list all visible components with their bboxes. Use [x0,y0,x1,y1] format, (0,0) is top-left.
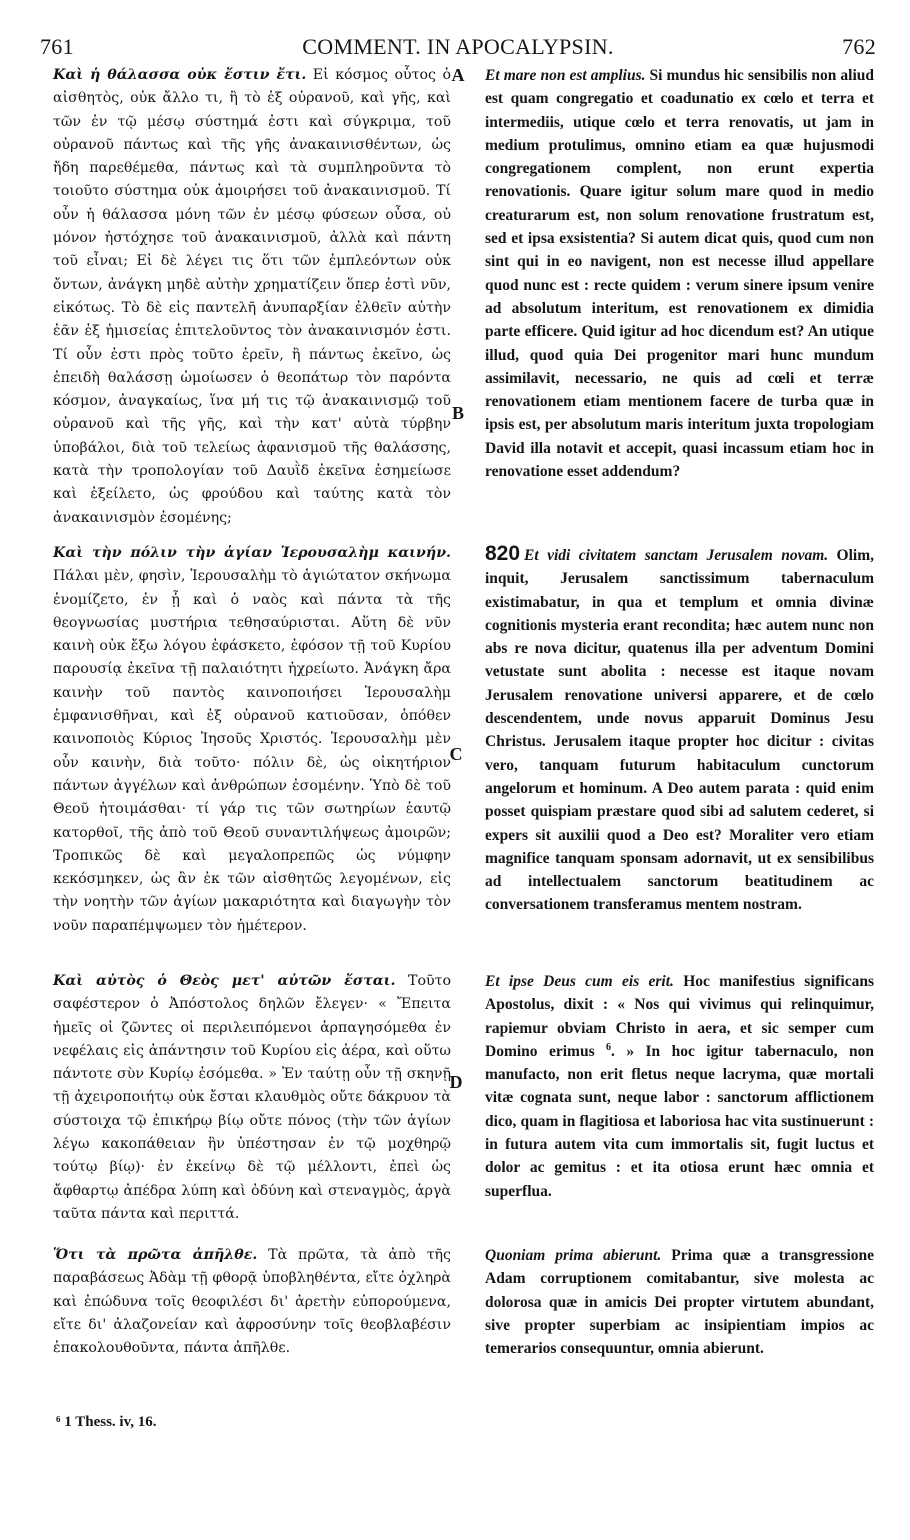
page-number-right: 762 [842,34,876,59]
greek-text-1: Εἰ κόσμος οὗτος ὁ αἰσθητὸς, οὐκ ἄλλο τι, ἢ τὸ ἐξ οὐρανοῦ, καὶ γῆς, καὶ τῶν ἐν τῷ μέσῳ σύστημά ἐστι καὶ σύγκριμα, τοῦ οὐρανοῦ πάντως καὶ τῆς γῆς ἀνακαινισθέντων, ὡς ἤδη παρεθέμεθα, πάντως καὶ τὰ συμπληροῦντα τὸ τοιοῦτο σύστημα οὐκ ἀμοιρήσει τοῦ ἀνακαινισμοῦ. Τί οὖν ἡ θάλασσα μόνη τῶν ἐν μέσῳ φύσεων οὖσα, οὐ μόνον ἠστόχησε τοῦ ἀνακαινισμοῦ, ἀλλὰ καὶ πάντη τοῦ εἶναι; Εἰ δὲ λέγει τις ὅτι τῶν ἐμπλεόντων οὐκ ὄντων, ἀνάγκη μηδὲ αὐτὴν χρηματίζειν ὅπερ ἐστὶ νῦν, εἰκότως. Τὸ δὲ εἰς παντελῆ ἀνυπαρξίαν ἐλθεῖν αὐτὴν ἐᾶν ἐξ ἡμισείας ἐπιτελοῦντος τὸν ἀνακαινισμόν ἐστι. Τί οὖν ἐστι πρὸς τοῦτο ἐρεῖν, ἢ πάντως ἐκεῖνο, ὡς ἐπειδὴ θαλάσσῃ ὡμοίωσεν ὁ θεοπάτωρ τὸν παρόντα κόσμον, ἀναγκαίως, ἵνα μή τις τῷ ἀνακαινισμῷ τοῦ οὐρανοῦ καὶ τῆς γῆς, καὶ τὴν κατ' αὐτὰ τύρβην ὑποβάλοι, διὰ τοῦ τελείως ἀφανισμοῦ τῆς θαλάσσης, κατὰ τὴν τροπολογίαν τοῦ Δαυῒδ ἐκεῖνα ἐσημείωσε καὶ ἐξείλετο, ὡς φρούδου καὶ ταύτης κατὰ τὸν ἀνακαινισμὸν ἐσομένης; [53,67,451,526]
latin-paragraph-3 [485,970,874,1203]
greek-text-2: Πάλαι μὲν, φησὶν, Ἱερουσαλὴμ τὸ ἁγιώτατον σκήνωμα ἐνομίζετο, ἐν ᾗ καὶ ὁ ναὸς καὶ πάντα τὰ τῆς θεογνωσίας μυστήρια τεθησαύρισται. Αὕτη δὲ νῦν καινὴ οὐκ ἔξω λόγου ἐφάσκετο, ἐφόσον τῇ τοῦ Κυρίου παρουσίᾳ ἐκεῖνα τῇ παλαιότητι ἠχρείωτο. Ἀνάγκη ἄρα καινὴν τοῦ παντὸς καινοποιήσει Ἱερουσαλὴμ ἐμφανισθῆναι, καὶ ἐξ οὐρανοῦ κατιοῦσαν, ὁπόθεν καινοποιὸς Κύριος Ἰησοῦς Χριστός. Ἱερουσαλὴμ μὲν οὖν καινὴν, διὰ τοῦτο· πόλιν δὲ, ὡς οἰκητήριον πάντων ἀγγέλων καὶ ἀνθρώπων ἐσομένην. Ὑπὸ δὲ τοῦ Θεοῦ ἡτοιμάσθαι· τί γάρ τις τῶν σωτηρίων ἑαυτῷ κατορθοῖ, τῆς ἀπὸ τοῦ Θεοῦ συναντιλήψεως ἀμοιρῶν; Τροπικῶς δὲ καὶ μεγαλοπρεπῶς ὡς νύμφην κεκόσμηκεν, ὡς ἂν ἐκ τῶν αἰσθητῶς λεγομένων, εἰς τὴν νοητὴν τῶν ἁγίων μακαριότητα καὶ διαγωγὴν τὸν νοῦν παραπέμψωμεν τὸν ἡμέτερον. [53,568,451,934]
running-title: COMMENT. IN APOCALYPSIN. [302,34,614,59]
greek-paragraph-3 [53,970,451,1226]
latin-text-2: Olim, inquit, Jerusalem sanctissimum tabernaculum existimabatur, in qua et templum et omnia divinæ cognitionis mysteria erant recondita; hæc autem nunc non abs re nova dicitur, quatenus illa per adventum Domini vetustate sunt abolita : necesse est itaque novam Jerusalem renovatione universi apparere, et de cœlo descendentem, unde novus apparuit Dominus Jesu Christus. Jerusalem itaque propter hoc dicitur : civitas vero, tanquam futurum habitaculum cunctorum angelorum et hominum. A Deo autem parata : quid enim posset quispiam præstare quod sibi ad salutem cederet, si expers sit auxilii quod a Deo est? Moraliter vero etiam magnifice tanquam sponsam adornavit, ut ex sensibilibus ad intellectualem sanctorum beatitudinem ac conversationem transferamus mentem nostram. [485,547,874,914]
greek-lemma-1: Καὶ ἡ θάλασσα οὐκ ἔστιν ἔτι. [53,67,307,83]
latin-text-3a: Hoc manifestius significans Apostolus, dixit : « Nos qui vivimus qui relinquimur, rapiemur obviam Christo in aera, et sic semper cum Domino erimus [485,973,874,1060]
greek-lemma-2: Καὶ τὴν πόλιν τὴν ἁγίαν Ἱερουσαλὴμ καινήν. [53,545,451,561]
latin-paragraph-1 [485,64,874,483]
latin-paragraph-4 [485,1244,874,1360]
latin-paragraph-2 [485,542,874,917]
latin-text-1: Si mundus hic sensibilis non aliud est quam congregatio et coadunatio ex cœlo et terra et intermediis, utique cœlo et terra renovatis, ut jam in medium protulimus, omnino etiam ea quæ hujusmodi congregationem complent, non erunt expertia renovationis. Quare igitur solum mare quod in medio creaturarum est, non solum renovatione frustratum est, sed et ipsa exsistentia? Si autem dicat quis, quod cum non sint qui in eo navigent, non est necesse illud appellare quod nunc est : recte quidem : verum sinere ipsum venire ad absolutum interitum, est renovationem ex dimidia parte efficere. Quid igitur ad hoc dicendum est? An utique illud, quod quia Dei progenitor mari hunc mundum assimilavit, necessario, ne quis ad cœli et terræ renovationem etiam mentionem facere de turba quæ in ipsis est, per absolutum maris interitum juxta tropologiam David illa notavit et accepit, quasi incassum etiam hoc in renovatione esset addendum? [485,67,874,481]
latin-lemma-2: Et vidi civitatem sanctam Jerusalem novam. [524,547,829,564]
page-number-left: 761 [40,34,74,59]
greek-text-3: Τοῦτο σαφέστερον ὁ Ἀπόστολος δηλῶν ἔλεγεν· « Ἔπειτα ἡμεῖς οἱ ζῶντες οἱ περιλειπόμενοι ἁρπαγησόμεθα ἐν νεφέλαις εἰς ἀπάντησιν τοῦ Κυρίου εἰς ἀέρα, καὶ οὕτω πάντοτε σὺν Κυρίῳ ἐσόμεθα. » Ἐν ταύτῃ οὖν τῇ σκηνῇ τῇ ἀχειροποιήτῳ οὐκ ἔσται κλαυθμὸς οὔτε δάκρυον τὰ σύστοιχα τῷ ἐπικήρῳ βίῳ οὔτε πόνος (τὴν τῶν ἁγίων λέγω κακοπάθειαν ἣν ὑπέστησαν ἐν τῷ μοχθηρῷ τούτῳ βίῳ)· ἐν ἐκείνῳ δὲ τῷ μέλλοντι, ἐπεὶ ὡς ἄφθαρτῳ ἀπέδρα λύπη καὶ ὀδύνη καὶ στεναγμὸς, ἀργὰ ταῦτα πάντα καὶ περιττά. [53,973,452,1222]
greek-lemma-4: Ὅτι τὰ πρῶτα ἀπῆλθε. [53,1247,258,1263]
greek-text-4: Τὰ πρῶτα, τὰ ἀπὸ τῆς παραβάσεως Ἀδὰμ τῇ φθορᾷ ὑποβληθέντα, εἴτε ὀχληρὰ καὶ ἐπώδυνα τοῖς θεοφιλέσι δι' ἀρετὴν εὐπορούμενα, εἴτε δι' ἀλαζονείαν καὶ ἀφροσύνην τοῖς θεοβλαβέσιν ἐπακολουθοῦντα, πάντα ἀπῆλθε. [53,1247,451,1357]
latin-text-3b: . » In hoc igitur tabernaculo, non manufacto, non erit fletus neque lacryma, quæ mortali vitæ cognata sunt, neque labor : sanctorum afflictionem dico, quam in flagitiosa et laboriosa hac vita sustinuerunt : in futura autem vita cum immortalis sit, fugit luctus et dolor ac gemitus : et ita otiosa erunt hæc omnia et superflua. [485,1042,874,1200]
latin-lemma-3: Et ipse Deus cum eis erit. [485,973,674,990]
margin-mark-b: B [451,403,464,423]
greek-paragraph-4 [53,1244,451,1360]
greek-paragraph-2 [53,542,451,938]
latin-text-4: Prima quæ a transgressione Adam corruptionem comitabantur, sive molesta ac dolorosa quæ in amicis Dei propter virtutem abundant, sive propter superbiam ac insipientiam impios ac temerarios consequuntur, omnia abierunt. [485,1247,874,1358]
section-number: 820 [485,542,521,565]
footnote: ⁶ 1 Thess. iv, 16. [56,1414,157,1430]
latin-lemma-1: Et mare non est amplius. [485,67,646,84]
latin-lemma-4: Quoniam prima abierunt. [485,1247,662,1264]
footnote-reference: 6 [606,1041,612,1053]
greek-lemma-3: Καὶ αὐτὸς ὁ Θεὸς μετ' αὐτῶν ἔσται. [53,973,396,989]
margin-mark-a: A [451,65,465,85]
page-header [40,34,876,64]
margin-mark-c: C [449,744,463,764]
greek-paragraph-1 [53,64,451,530]
margin-mark-d: D [449,1072,463,1092]
